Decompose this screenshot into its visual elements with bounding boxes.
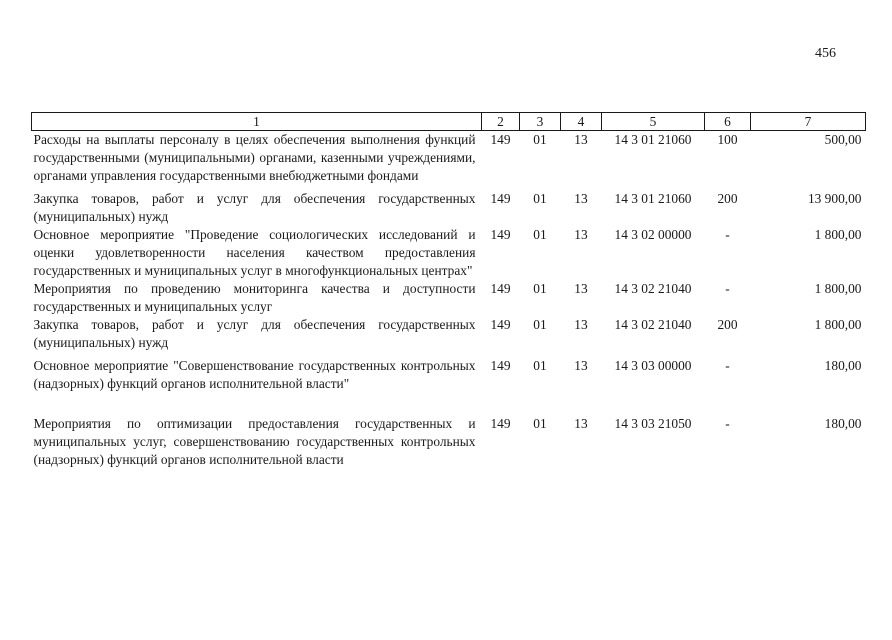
row-code-4: 13 [574,281,588,296]
row-code-3: 01 [533,227,547,242]
row-code-5: 14 3 03 00000 [614,358,692,373]
row-amount: 1 800,00 [814,227,862,242]
row-code-4: 13 [574,416,588,431]
row-code-2: 149 [490,191,511,206]
row-code-6: - [725,358,730,373]
header-col-1: 1 [32,113,482,131]
row-description: Основное мероприятие "Совершенствование государственных контрольных (надзорных) функций органов исполнительной власти" [33,358,476,391]
row-code-3: 01 [533,132,547,147]
budget-table [31,112,866,469]
header-col-6: 6 [705,113,751,131]
header-col-7: 7 [751,113,866,131]
row-description: Мероприятия по проведению мониторинга качества и доступности государственных и муниципальных услуг [33,281,476,314]
row-code-5: 14 3 01 21060 [614,132,692,147]
row-amount: 13 900,00 [807,191,862,206]
row-code-5: 14 3 03 21050 [614,416,692,431]
header-col-4: 4 [561,113,602,131]
row-amount: 180,00 [824,416,862,431]
row-code-2: 149 [490,317,511,332]
header-col-5: 5 [602,113,705,131]
row-description: Мероприятия по оптимизации предоставления государственных и муниципальных услуг, совершенствованию государственных контрольных (надзорных) функций органов исполнительной власти [33,416,476,467]
row-code-6: - [725,281,730,296]
row-code-5: 14 3 02 21040 [614,281,692,296]
row-code-6: - [725,416,730,431]
page-number: 456 [815,46,836,61]
row-code-6: 100 [717,132,738,147]
row-code-3: 01 [533,358,547,373]
row-code-4: 13 [574,132,588,147]
row-code-5: 14 3 02 00000 [614,227,692,242]
row-code-3: 01 [533,191,547,206]
row-code-3: 01 [533,317,547,332]
row-code-4: 13 [574,358,588,373]
row-code-3: 01 [533,416,547,431]
table-row [32,352,866,393]
table-row [32,131,866,186]
table-header-row [32,113,866,131]
row-code-2: 149 [490,416,511,431]
table-row [32,226,866,280]
row-code-3: 01 [533,281,547,296]
row-code-4: 13 [574,317,588,332]
row-description: Расходы на выплаты персоналу в целях обеспечения выполнения функций государственными (муниципальными) органами, казенными учреждениями, органами управления государственными внебюджетными фондами [33,132,476,183]
row-amount: 500,00 [824,132,862,147]
row-code-2: 149 [490,132,511,147]
table-row [32,280,866,316]
row-code-2: 149 [490,227,511,242]
table-row [32,316,866,352]
row-code-6: 200 [717,191,738,206]
table-row [32,393,866,469]
row-description: Закупка товаров, работ и услуг для обеспечения государственных (муниципальных) нужд [33,317,476,350]
row-code-5: 14 3 02 21040 [614,317,692,332]
row-code-6: - [725,227,730,242]
row-code-5: 14 3 01 21060 [614,191,692,206]
row-code-4: 13 [574,227,588,242]
header-col-3: 3 [520,113,561,131]
row-amount: 180,00 [824,358,862,373]
header-col-2: 2 [482,113,520,131]
row-code-2: 149 [490,358,511,373]
row-code-2: 149 [490,281,511,296]
row-code-6: 200 [717,317,738,332]
row-description: Основное мероприятие "Проведение социологических исследований и оценки удовлетворенности населения качеством предоставления государственных и муниципальных услуг в многофункциональных центрах" [33,227,476,278]
row-code-4: 13 [574,191,588,206]
row-amount: 1 800,00 [814,281,862,296]
row-description: Закупка товаров, работ и услуг для обеспечения государственных (муниципальных) нужд [33,191,476,224]
row-amount: 1 800,00 [814,317,862,332]
table-row [32,185,866,226]
